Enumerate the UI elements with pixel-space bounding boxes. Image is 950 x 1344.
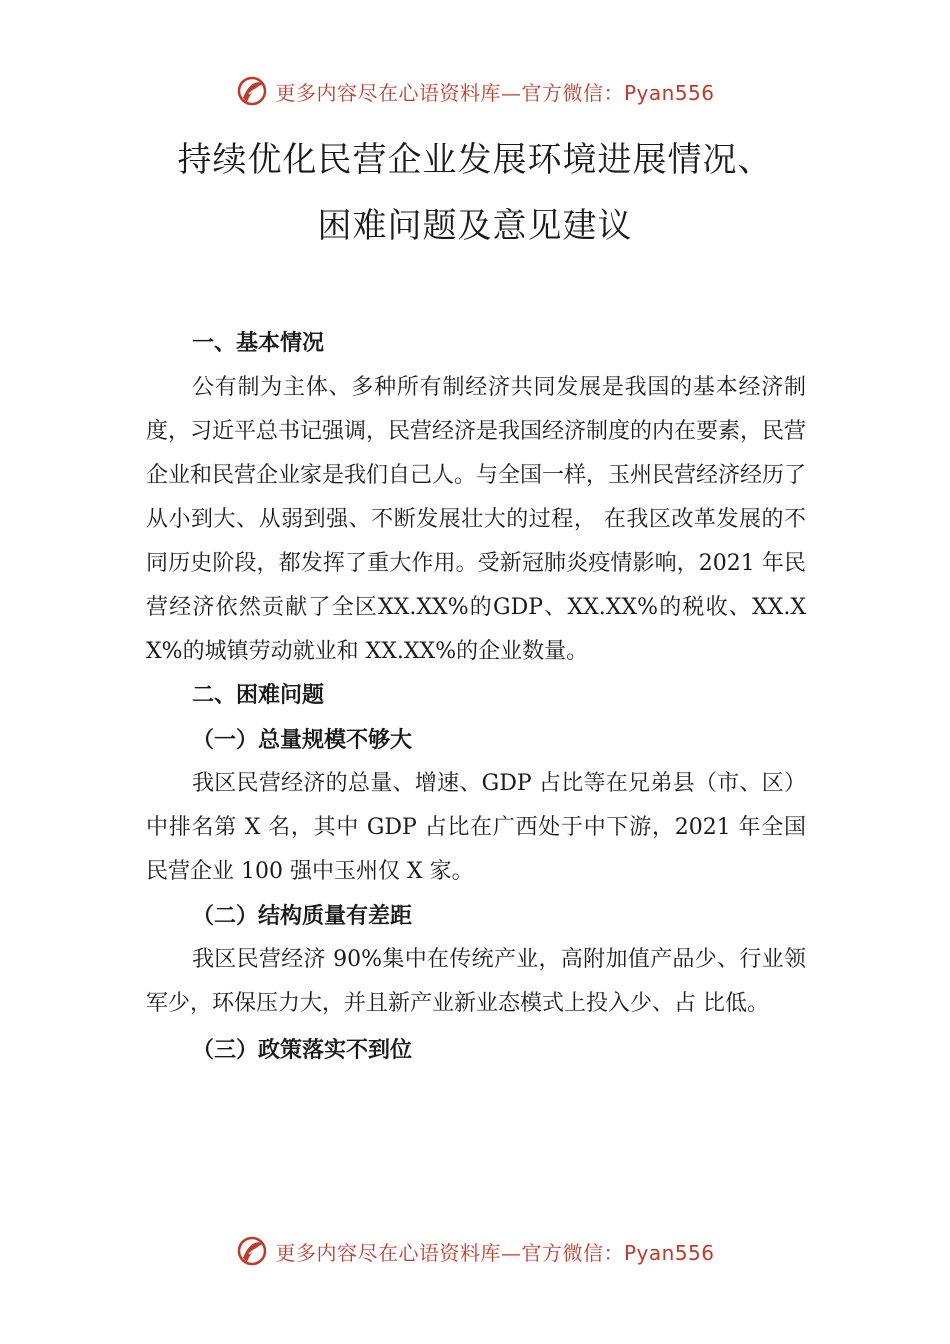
- section-heading-basic: 一、基本情况: [192, 331, 325, 356]
- paragraph-structure: 我区民营经济 90%集中在传统产业，高附加值产品少、行业领军少，环保压力大，并且新产业新业态模式上投入少、占 比低。: [146, 947, 806, 1016]
- document-title-line1: 持续优化民营企业发展环境进展情况、: [177, 140, 773, 180]
- document-title-line2: 困难问题及意见建议: [317, 206, 633, 246]
- paragraph-scale: 我区民营经济的总量、增速、GDP 占比等在兄弟县（市、区）中排名第 X 名，其中 GDP 占比在广西处于中下游，2021 年全国民营企业 100 强中玉州仅 X 家。: [146, 771, 806, 884]
- subheading-policy: （三）政策落实不到位: [192, 1037, 413, 1063]
- watermark-footer: [0, 1234, 950, 1268]
- watermark-header: [0, 74, 950, 108]
- leaf-swirl-icon: [235, 74, 269, 108]
- document-body: [146, 322, 806, 1072]
- section-heading-problems: 二、困难问题: [192, 683, 325, 708]
- watermark-text: 更多内容尽在心语资料库—官方微信：Pyan556: [275, 1240, 715, 1265]
- watermark-wechat-id: Pyan556: [623, 80, 715, 105]
- watermark-wechat-id: Pyan556: [623, 1240, 715, 1265]
- paragraph-basic-situation: 公有制为主体、多种所有制经济共同发展是我国的基本经济制度，习近平总书记强调，民营经济是我国经济制度的内在要素，民营企业和民营企业家是我们自己人。与全国一样，玉州民营经济经历了从小到大、从弱到强、不断发展壮大的过程， 在我区改革发展的不同历史阶段，都发挥了重大作用。受新冠肺炎疫情影响，2021 年民营经济依然贡献了全区XX.XX%的GDP、XX.XX%的税收、XX.XX%的城镇劳动就业和 XX.XX%的企业数量。: [146, 375, 807, 664]
- subheading-structure: （二）结构质量有差距: [192, 903, 413, 929]
- subheading-scale: （一）总量规模不够大: [192, 727, 413, 753]
- leaf-swirl-icon: [235, 1234, 269, 1268]
- watermark-text: 更多内容尽在心语资料库—官方微信：Pyan556: [275, 80, 715, 105]
